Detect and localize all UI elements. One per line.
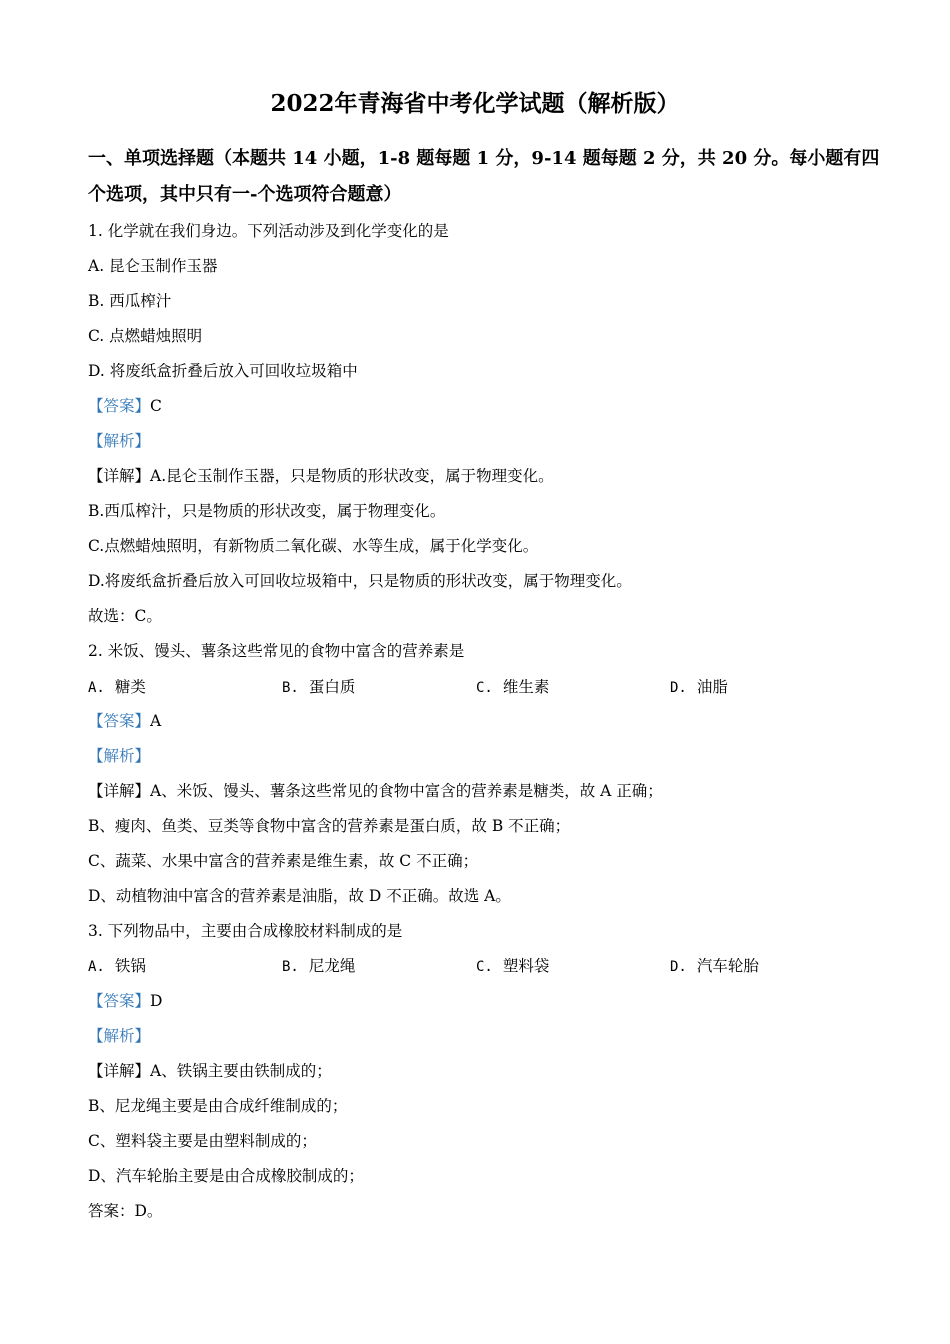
analysis-tag: 【解析】	[88, 747, 151, 765]
question-3-option-a	[88, 954, 146, 979]
question-3-detail-line: B、尼龙绳主要是由合成纤维制成的；	[88, 1097, 348, 1115]
question-2-answer	[88, 709, 161, 733]
section-heading-line-2: 个选项，其中只有一-个选项符合题意）	[88, 184, 402, 205]
question-2-option-c	[476, 675, 549, 700]
question-2-detail-line: B、瘦肉、鱼类、豆类等食物中富含的营养素是蛋白质，故 B 不正确；	[88, 817, 571, 835]
question-2-answer-value: A	[150, 712, 162, 730]
option-text: 尼龙绳	[308, 957, 356, 975]
option-text: 蛋白质	[308, 678, 356, 696]
option-text: 汽车轮胎	[696, 957, 759, 975]
question-2-option-d	[670, 675, 728, 700]
question-3-detail-line: D、汽车轮胎主要是由合成橡胶制成的；	[88, 1167, 364, 1185]
option-text: 铁锅	[114, 957, 146, 975]
option-letter: A.	[88, 680, 105, 696]
question-2-option-a	[88, 675, 146, 700]
question-1-detail-line: B.西瓜榨汁，只是物质的形状改变，属于物理变化。	[88, 502, 446, 520]
option-text: 塑料袋	[502, 957, 550, 975]
question-3-analysis	[88, 1024, 150, 1048]
section-heading-line-1: 一、单项选择题（本题共 14 小题，1-8 题每题 1 分，9-14 题每题 2 分，共 20 分。每小题有四	[88, 148, 880, 169]
question-3-option-c	[476, 954, 549, 979]
question-3-detail-line	[88, 1059, 332, 1083]
answer-tag: 【答案】	[88, 992, 151, 1010]
question-2-detail-line: C、蔬菜、水果中富含的营养素是维生素，故 C 不正确；	[88, 852, 479, 870]
question-1-analysis	[88, 429, 150, 453]
answer-tag: 【答案】	[88, 712, 151, 730]
question-1-stem: 1. 化学就在我们身边。下列活动涉及到化学变化的是	[88, 222, 449, 240]
analysis-tag: 【解析】	[88, 1027, 151, 1045]
option-letter: B.	[282, 680, 299, 696]
question-3-detail-line: C、塑料袋主要是由塑料制成的；	[88, 1132, 317, 1150]
option-letter: C.	[476, 959, 493, 975]
question-3-option-d	[670, 954, 759, 979]
detail-tag: 【详解】	[88, 782, 151, 800]
option-letter: A.	[88, 959, 105, 975]
question-1-option-c: C. 点燃蜡烛照明	[88, 327, 203, 345]
option-text: 维生素	[502, 678, 550, 696]
question-3-stem: 3. 下列物品中，主要由合成橡胶材料制成的是	[88, 922, 403, 940]
question-3-option-b	[282, 954, 355, 979]
option-letter: D.	[670, 959, 687, 975]
question-3-answer	[88, 989, 162, 1013]
question-1-conclusion: 故选：C。	[88, 607, 162, 625]
question-1-detail-line	[88, 464, 554, 488]
document-title: 2022年青海省中考化学试题（解析版）	[270, 90, 680, 117]
detail-tag: 【详解】	[88, 1062, 151, 1080]
analysis-tag: 【解析】	[88, 432, 151, 450]
question-3-conclusion: 答案：D。	[88, 1202, 163, 1220]
answer-tag: 【答案】	[88, 397, 151, 415]
detail-tag: 【详解】	[88, 467, 151, 485]
question-1-detail-line: D.将废纸盒折叠后放入可回收垃圾箱中，只是物质的形状改变，属于物理变化。	[88, 572, 632, 590]
question-2-option-b	[282, 675, 355, 700]
option-letter: B.	[282, 959, 299, 975]
question-1-option-a: A. 昆仑玉制作玉器	[88, 257, 218, 275]
option-letter: D.	[670, 680, 687, 696]
question-3-answer-value: D	[150, 992, 163, 1010]
question-2-detail-line: D、动植物油中富含的营养素是油脂，故 D 不正确。故选 A。	[88, 887, 511, 905]
detail-text: A.昆仑玉制作玉器，只是物质的形状改变，属于物理变化。	[150, 467, 554, 485]
option-text: 油脂	[696, 678, 728, 696]
question-2-stem: 2. 米饭、馒头、薯条这些常见的食物中富含的营养素是	[88, 642, 465, 660]
option-letter: C.	[476, 680, 493, 696]
question-1-detail-line: C.点燃蜡烛照明，有新物质二氧化碳、水等生成，属于化学变化。	[88, 537, 539, 555]
question-1-answer-value: C	[150, 397, 162, 415]
option-text: 糖类	[114, 678, 146, 696]
question-2-analysis	[88, 744, 150, 768]
question-1-option-d: D. 将废纸盒折叠后放入可回收垃圾箱中	[88, 362, 358, 380]
question-2-detail-line	[88, 779, 663, 803]
detail-text: A、铁锅主要由铁制成的；	[150, 1062, 332, 1080]
detail-text: A、米饭、馒头、薯条这些常见的食物中富含的营养素是糖类，故 A 正确；	[150, 782, 663, 800]
question-1-option-b: B. 西瓜榨汁	[88, 292, 172, 310]
question-1-answer	[88, 394, 162, 418]
